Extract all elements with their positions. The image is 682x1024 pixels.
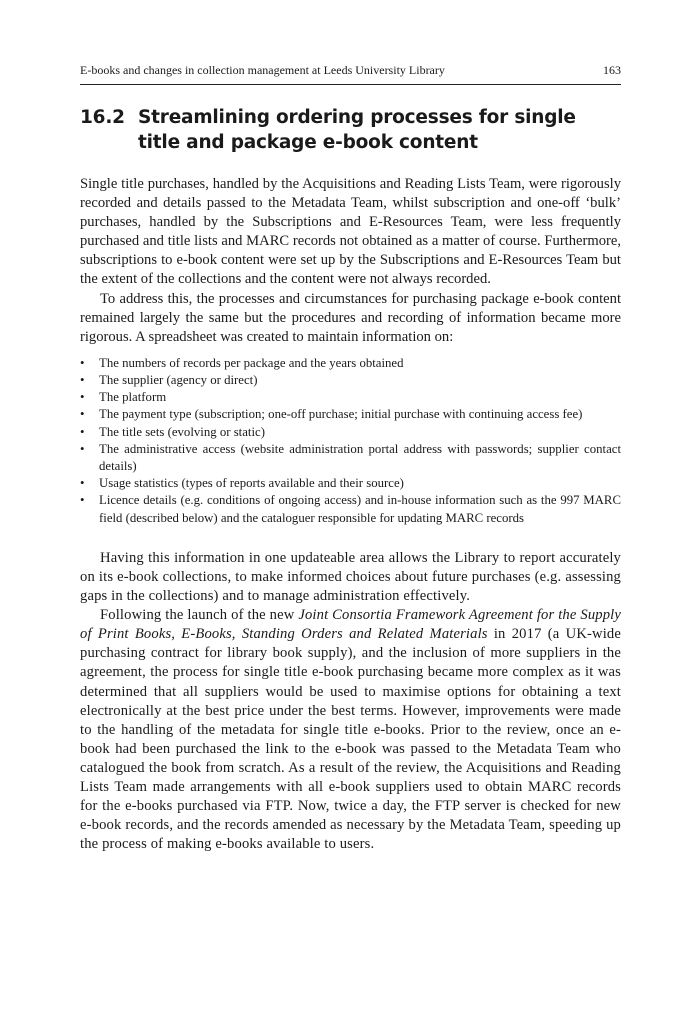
framework-agreement-title: Joint Consortia Framework Agreement for the Supply of Print Books, E-Books, Standing Orders and Related Materials — [80, 607, 621, 643]
list-item — [80, 492, 621, 526]
list-item — [80, 406, 621, 423]
list-item-text: The numbers of records per package and the years obtained — [99, 355, 404, 370]
list-item-text: The title sets (evolving or static) — [99, 424, 265, 439]
paragraph-4 — [80, 606, 621, 854]
section-heading — [80, 105, 621, 155]
list-item-text: The supplier (agency or direct) — [99, 373, 258, 388]
bullet-icon: • — [80, 424, 85, 439]
bullet-icon: • — [80, 355, 85, 370]
bullet-icon: • — [80, 407, 85, 422]
bullet-icon: • — [80, 493, 85, 508]
bullet-icon: • — [80, 390, 85, 405]
list-item — [80, 424, 621, 441]
bullet-icon: • — [80, 441, 85, 456]
intro-body — [80, 175, 621, 347]
list-item — [80, 389, 621, 406]
page-number: 163 — [603, 63, 621, 77]
list-item-text: Usage statistics (types of reports available and their source) — [99, 476, 404, 491]
section-number: 16.2 — [80, 107, 125, 128]
closing-body — [80, 549, 621, 855]
running-title: E-books and changes in collection management at Leeds University Library — [80, 63, 445, 77]
bullet-icon: • — [80, 373, 85, 388]
list-item — [80, 372, 621, 389]
paragraph-4-intro: Following the launch of the new — [100, 607, 299, 624]
paragraph-4-rest: in 2017 (a UK-wide purchasing contract for library book supply), and the inclusion of more suppliers in the agreement, the process for single title e-book purchasing became more complex as it was determined that all suppliers would be used to maximise options for obtaining a text electronically at the best price under the best terms. However, improvements were made to the handling of the metadata for single title e-books. Prior to the review, once an e-book had been purchased the link to the e-book was passed to the Metadata Team who catalogued the book from scratch. As a result of the review, the Acquisitions and Reading Lists Team made arrangements with all e-book suppliers used to obtain MARC records for the e-books purchased via FTP. Now, twice a day, the FTP server is checked for new e-book records, and the records amended as necessary by the Metadata Team, speeding up the process of making e-books available to users. — [80, 626, 621, 853]
list-item-text: The platform — [99, 390, 167, 405]
section-title: Streamlining ordering processes for single title and package e-book content — [138, 107, 576, 153]
list-item-text: Licence details (e.g. conditions of ongoing access) and in-house information such as the 997 MARC field (described below) and the cataloguer responsible for updating MARC records — [99, 493, 621, 525]
list-item — [80, 355, 621, 372]
list-item-text: The administrative access (website administration portal address with passwords; supplier contact details) — [99, 441, 621, 474]
paragraph-2: To address this, the processes and circumstances for purchasing package e-book content remained largely the same but the procedures and recording of information became more rigorous. A spreadsheet was created to maintain information on: — [80, 290, 621, 345]
list-item-text: The payment type (subscription; one-off purchase; initial purchase with continuing access fee) — [99, 407, 583, 422]
paragraph-1: Single title purchases, handled by the Acquisitions and Reading Lists Team, were rigorously recorded and details passed to the Metadata Team, whilst subscription and one-off ‘bulk’ purchases, handled by the Subscriptions and E-Resources Team, were less frequently purchased and title lists and MARC records not obtained as a matter of course. Furthermore, subscriptions to e-book content were set up by the Subscriptions and E-Resources Team but the extent of the collections and the content were not always recorded. — [80, 176, 621, 288]
list-item — [80, 475, 621, 492]
spreadsheet-info-list — [80, 355, 621, 527]
book-page — [80, 62, 621, 854]
list-item — [80, 441, 621, 475]
running-header — [80, 62, 621, 85]
paragraph-3: Having this information in one updateable area allows the Library to report accurately on its e-book collections, to make informed choices about future purchases (e.g. assessing gaps in the collections) and to manage administration effectively. — [80, 549, 621, 605]
bullet-icon: • — [80, 476, 85, 491]
